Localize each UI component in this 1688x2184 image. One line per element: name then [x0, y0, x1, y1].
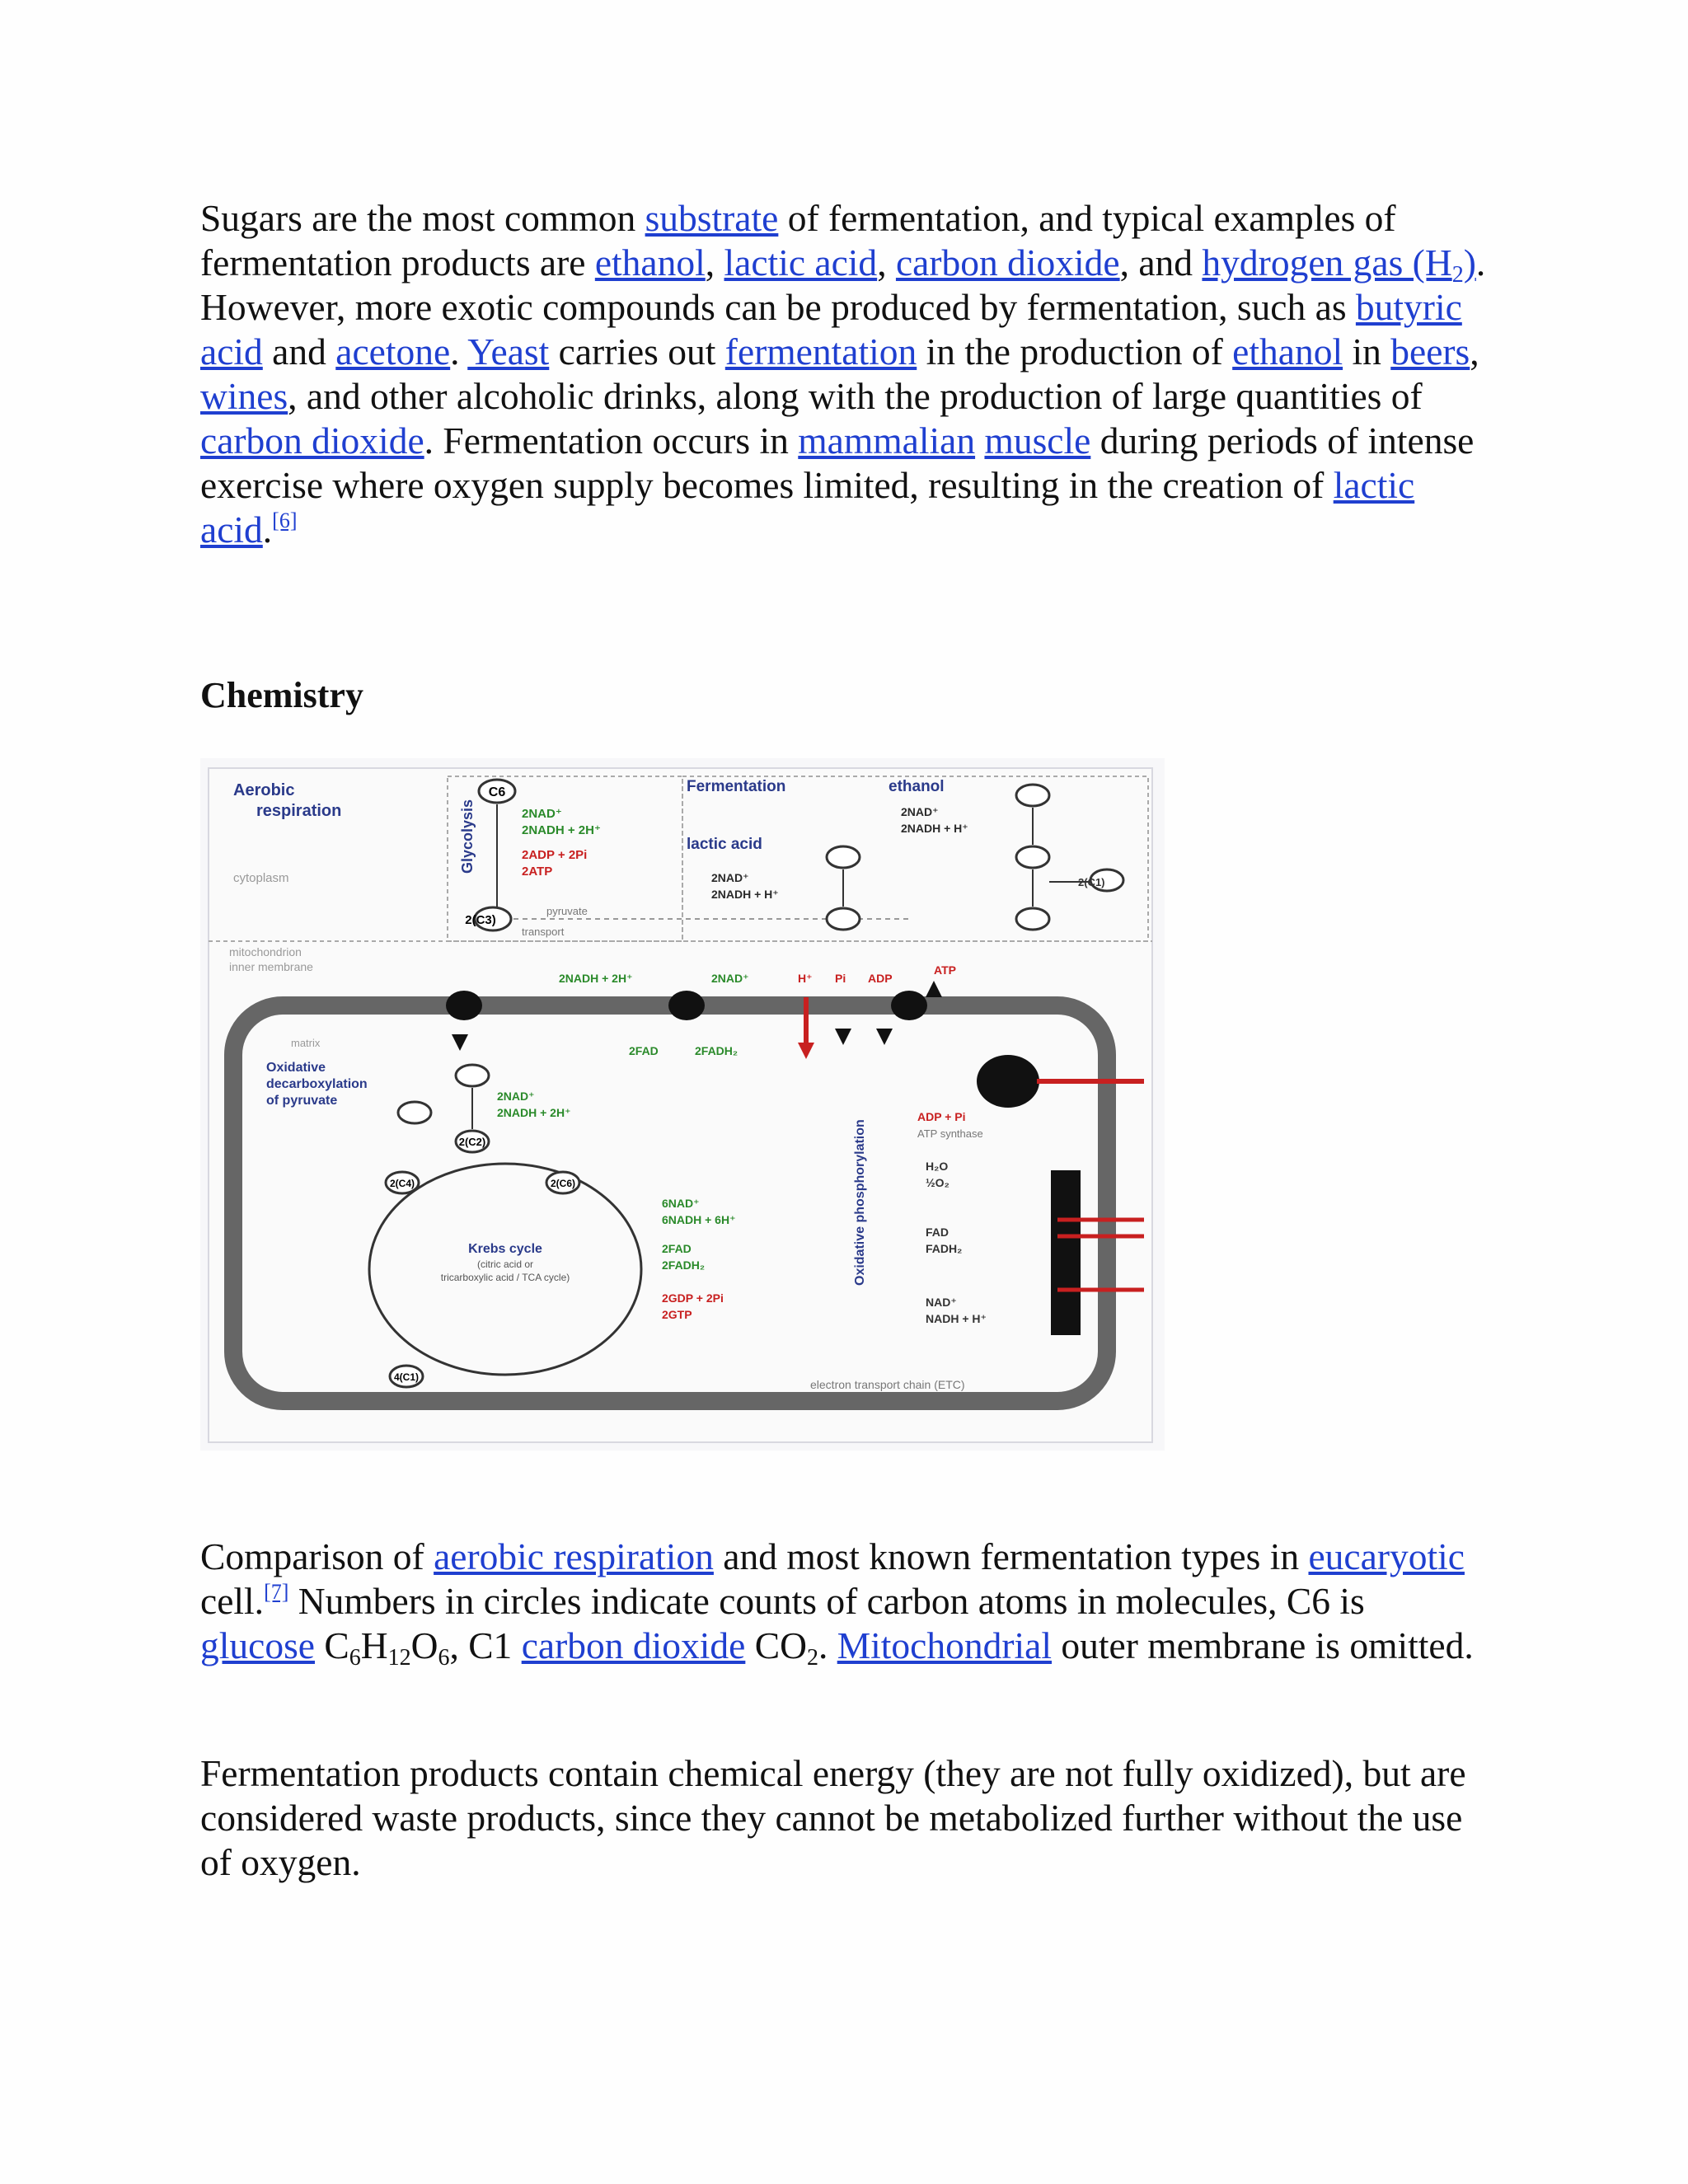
- ferm-label-3: 2NAD⁺: [901, 805, 939, 818]
- reference-7[interactable]: [7]: [264, 1580, 289, 1604]
- carbon-circle-ethanol: [1016, 785, 1049, 806]
- respiration-diagram-svg: [200, 758, 1165, 1451]
- label-c2: 2(C2): [458, 1136, 486, 1148]
- link-text: hydrogen gas (H: [1202, 241, 1452, 284]
- ferm-label-1: 2NAD⁺: [711, 871, 749, 884]
- link-mitochondrial[interactable]: Mitochondrial: [837, 1624, 1053, 1666]
- text: . Fermentation occurs in: [424, 419, 799, 462]
- text: of fermentation, and typical examples of fermentation products are: [200, 197, 1396, 284]
- subscript: 6: [349, 1645, 361, 1671]
- link-eucaryotic[interactable]: eucaryotic: [1308, 1535, 1465, 1577]
- link-muscle[interactable]: muscle: [984, 419, 1091, 462]
- link-lactic-acid-2[interactable]: lactic acid: [200, 464, 1415, 551]
- membrane-label-3: 2FAD: [629, 1044, 659, 1057]
- subscript: 2: [806, 1645, 818, 1671]
- text: Sugars are the most common: [200, 197, 645, 239]
- paragraph-waste-products: Fermentation products contain chemical energy (they are not fully oxidized), but are considered waste products, since they cannot be metabolized further without the use of oxygen.: [200, 1752, 1466, 1883]
- label-oxidative: Oxidative: [266, 1061, 326, 1075]
- text: in the production of: [917, 330, 1233, 373]
- carbon-circle-pyruvate-ferm: [827, 908, 860, 930]
- text: ,: [877, 241, 896, 284]
- glyco-label-1: 2NAD⁺: [522, 807, 562, 821]
- subscript: 12: [387, 1645, 411, 1671]
- glyco-label-2: 2NADH + 2H⁺: [522, 823, 601, 837]
- krebs-label-5: 2GDP + 2Pi: [662, 1291, 724, 1305]
- ferm-label-4: 2NADH + H⁺: [901, 822, 968, 835]
- oxid-label-1: 2NAD⁺: [497, 1090, 535, 1103]
- membrane-label-2: 2NAD⁺: [711, 972, 749, 985]
- label-respiration: respiration: [256, 802, 342, 820]
- link-carbon-dioxide[interactable]: carbon dioxide: [895, 241, 1120, 284]
- link-aerobic-respiration[interactable]: aerobic respiration: [434, 1535, 714, 1577]
- label-matrix: matrix: [291, 1037, 321, 1049]
- label-cytoplasm: cytoplasm: [233, 871, 289, 885]
- link-yeast[interactable]: Yeast: [467, 330, 550, 373]
- link-substrate[interactable]: substrate: [645, 197, 779, 239]
- label-glycolysis: Glycolysis: [459, 799, 476, 874]
- link-mammalian[interactable]: mammalian: [798, 419, 976, 462]
- link-ethanol[interactable]: ethanol: [594, 241, 706, 284]
- label-aerobic: Aerobic: [233, 781, 295, 799]
- label-c1: 2(C1): [1078, 876, 1105, 888]
- membrane-label-1: 2NADH + 2H⁺: [559, 972, 633, 985]
- label-krebs-cycle: Krebs cycle: [468, 1242, 542, 1256]
- krebs-label-2: 6NADH + 6H⁺: [662, 1213, 736, 1226]
- label-4c1: 4(C1): [393, 1371, 420, 1383]
- text: , and: [1119, 241, 1203, 284]
- carbon-circle-c1b: [398, 1102, 431, 1123]
- label-c6b: 2(C6): [550, 1178, 576, 1189]
- membrane-label-5: H⁺: [798, 972, 813, 985]
- membrane-label-4: 2FADH₂: [695, 1044, 738, 1057]
- text: cell.: [200, 1580, 265, 1622]
- text: ,: [1470, 330, 1479, 373]
- text: H: [360, 1624, 388, 1666]
- etc-complex: [1051, 1170, 1081, 1335]
- link-beers[interactable]: beers: [1390, 330, 1470, 373]
- krebs-label-4: 2FADH₂: [662, 1258, 706, 1272]
- membrane-label-6: Pi: [835, 972, 846, 985]
- right-label-fad: FAD: [926, 1226, 949, 1239]
- subscript: 6: [438, 1645, 450, 1671]
- text: ,: [705, 241, 724, 284]
- atp-synthase: [977, 1055, 1039, 1108]
- carbon-circle-pyruvate-eth: [1016, 908, 1049, 930]
- text: and most known fermentation types in: [713, 1535, 1309, 1577]
- label-transport: transport: [522, 926, 565, 938]
- subscript: 2: [1451, 262, 1464, 288]
- link-carbon-dioxide-2[interactable]: carbon dioxide: [200, 419, 424, 462]
- text: , C1: [449, 1624, 522, 1666]
- text: in: [1343, 330, 1391, 373]
- glyco-label-3: 2ADP + 2Pi: [522, 848, 588, 862]
- label-of-pyruvate: of pyruvate: [266, 1094, 338, 1108]
- text: Numbers in circles indicate counts of carbon atoms in molecules, C6 is: [288, 1580, 1365, 1622]
- text: .: [262, 509, 273, 551]
- label-atp-synthase: ATP synthase: [917, 1127, 983, 1140]
- link-wines[interactable]: wines: [200, 375, 288, 417]
- label-inner-membrane: inner membrane: [229, 960, 313, 973]
- label-krebs-sub1: (citric acid or: [476, 1258, 534, 1270]
- text: during periods of intense exercise where oxygen supply becomes limited, resulting in the creation of: [200, 419, 1475, 506]
- link-glucose[interactable]: glucose: [200, 1624, 315, 1666]
- right-label-nad: NAD⁺: [926, 1296, 957, 1309]
- glyco-label-4: 2ATP: [522, 865, 553, 879]
- carbon-circle-acetaldehyde: [1016, 846, 1049, 868]
- label-etc: electron transport chain (ETC): [810, 1378, 965, 1391]
- paragraph-fermentation-products: [200, 196, 1486, 552]
- ferm-label-2: 2NADH + H⁺: [711, 888, 779, 901]
- link-butyric-acid[interactable]: butyric acid: [200, 286, 1462, 373]
- text: , and other alcoholic drinks, along with the production of large quantities of: [288, 375, 1423, 417]
- link-fermentation[interactable]: fermentation: [724, 330, 917, 373]
- link-text: ): [1463, 241, 1476, 284]
- right-label-nadh: NADH + H⁺: [926, 1312, 987, 1325]
- label-oxidative-phosphorylation: Oxidative phosphorylation: [853, 1119, 867, 1286]
- text: .: [450, 330, 468, 373]
- label-c6: C6: [488, 785, 506, 799]
- right-label-o2: ½O₂: [926, 1176, 950, 1189]
- right-label-h2o: H₂O: [926, 1160, 949, 1173]
- label-krebs-sub2: tricarboxylic acid / TCA cycle): [440, 1272, 570, 1283]
- link-lactic-acid[interactable]: lactic acid: [724, 241, 878, 284]
- text: O: [410, 1624, 438, 1666]
- transporter-2: [668, 991, 705, 1020]
- link-ethanol-2[interactable]: ethanol: [1232, 330, 1343, 373]
- text: . However, more exotic compounds can be produced by fermentation, such as: [200, 241, 1486, 328]
- krebs-label-1: 6NAD⁺: [662, 1197, 700, 1210]
- transporter-3: [891, 991, 927, 1020]
- label-lactic-acid: lactic acid: [687, 836, 762, 853]
- label-c4: 2(C4): [389, 1178, 415, 1189]
- right-label-fadh2: FADH₂: [926, 1242, 963, 1255]
- right-label-adp: ADP + Pi: [917, 1110, 966, 1123]
- label-mitochondrion: mitochondrion: [229, 945, 302, 958]
- label-decarboxylation: decarboxylation: [266, 1077, 368, 1091]
- text: CO: [745, 1624, 807, 1666]
- text: .: [818, 1624, 837, 1666]
- link-carbon-dioxide-3[interactable]: carbon dioxide: [521, 1624, 746, 1666]
- carbon-circle-lactic: [827, 846, 860, 868]
- link-hydrogen-gas[interactable]: [1202, 241, 1476, 288]
- figure-caption: [200, 1535, 1486, 1671]
- label-fermentation: Fermentation: [687, 778, 786, 795]
- carbon-circle-c3b: [456, 1065, 489, 1086]
- krebs-label-3: 2FAD: [662, 1242, 692, 1255]
- text: carries out: [549, 330, 725, 373]
- text: [975, 419, 984, 462]
- membrane-label-7: ADP: [868, 972, 893, 985]
- oxid-label-2: 2NADH + 2H⁺: [497, 1106, 571, 1119]
- section-heading-chemistry: Chemistry: [200, 675, 363, 715]
- figure-respiration-diagram: [200, 758, 1165, 1451]
- text: outer membrane is omitted.: [1052, 1624, 1474, 1666]
- reference-6[interactable]: [6]: [272, 509, 298, 532]
- label-c3: 2(C3): [465, 913, 496, 927]
- label-ethanol: ethanol: [889, 778, 945, 795]
- label-pyruvate: pyruvate: [546, 905, 588, 917]
- link-acetone[interactable]: acetone: [335, 330, 451, 373]
- text: C: [315, 1624, 349, 1666]
- text: Comparison of: [200, 1535, 434, 1577]
- krebs-label-6: 2GTP: [662, 1308, 692, 1321]
- transporter-1: [446, 991, 482, 1020]
- text: and: [262, 330, 336, 373]
- membrane-label-8: ATP: [934, 963, 956, 977]
